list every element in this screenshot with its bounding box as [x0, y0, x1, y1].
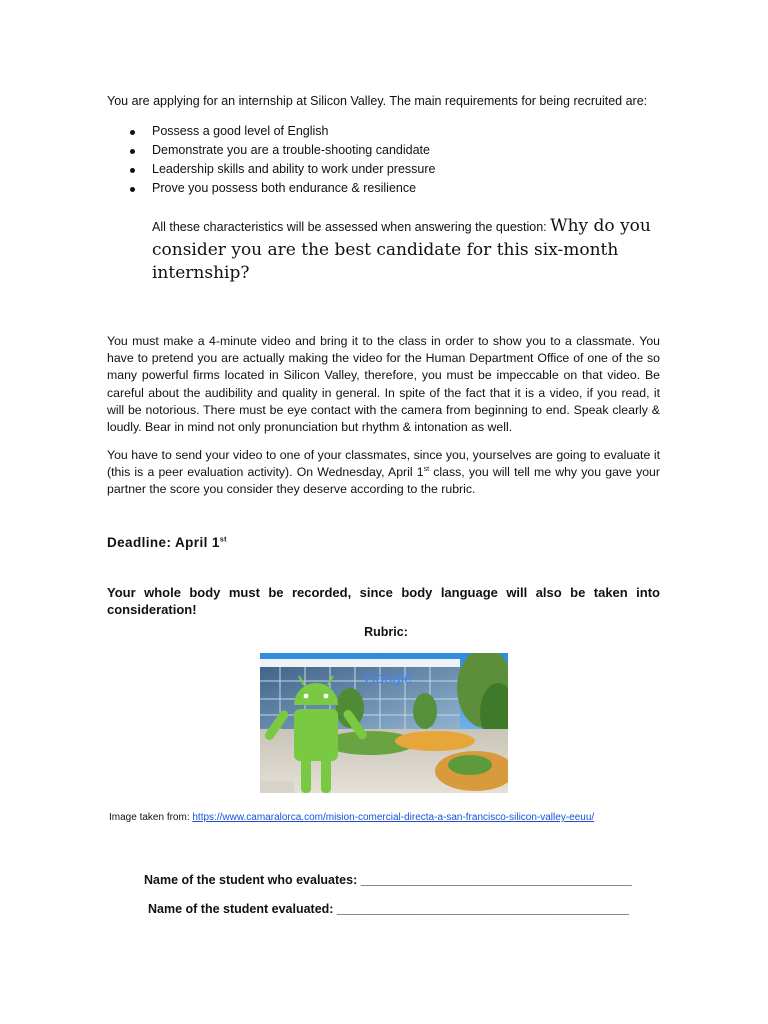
bullet-icon — [130, 130, 135, 135]
google-sign: Google — [364, 670, 413, 687]
body-language-note: Your whole body must be recorded, since body language will also be taken into consideration! — [107, 585, 660, 617]
bullet-icon — [130, 149, 135, 154]
bullet-icon — [130, 187, 135, 192]
instructions-paragraph: You must make a 4-minute video and bring it to the class in order to show you to a classmate. You have to pretend you are actually making the video for the Human Department Office of one of the so many powerful firms located in Silicon Valley, therefore, you must be impeccable on that video. Be careful about the audibility and quality in general. In spite of the fact that it is a video, if you read, it will be notorious. There must be eye contact with the camera from beginning to end. Speak clearly & loudly. Bear in mind not only pronunciation but rhythm & intonation as well. — [107, 334, 660, 435]
evaluated-name-field[interactable]: Name of the student evaluated: __________________________________________ — [148, 902, 629, 916]
source-link[interactable]: https://www.camaralorca.com/mision-comercial-directa-a-san-francisco-silicon-valley-eeuu/ — [192, 812, 595, 823]
silicon-valley-photo — [260, 653, 508, 793]
list-item: Possess a good level of English — [107, 122, 667, 141]
requirements-list — [107, 122, 667, 198]
evaluator-name-field[interactable]: Name of the student who evaluates: _______________________________________ — [144, 873, 632, 887]
image-credit: Image taken from: https://www.camaralorca.com/mision-comercial-directa-a-san-francisco-silicon-valley-eeuu/ — [109, 812, 595, 823]
list-item: Leadership skills and ability to work under pressure — [107, 160, 667, 179]
rubric-label: Rubric: — [364, 625, 408, 639]
question-block — [152, 215, 672, 285]
list-item: Demonstrate you are a trouble-shooting candidate — [107, 141, 667, 160]
photo-illustration — [260, 653, 508, 793]
bullet-icon — [130, 168, 135, 173]
intro-text: You are applying for an internship at Silicon Valley. The main requirements for being recruited are: — [107, 94, 648, 108]
peer-evaluation-paragraph: You have to send your video to one of your classmates, since you, yourselves are going to evaluate it (this is a peer evaluation activity). On Wednesday, April 1st class, you will tell me why you gave your partner the score you consider they deserve according to the rubric. — [107, 448, 660, 497]
question-lead: All these characteristics will be assessed when answering the question: — [152, 220, 551, 234]
list-item: Prove you possess both endurance & resilience — [107, 179, 667, 198]
deadline-heading: Deadline: April 1st — [107, 535, 227, 550]
question-text: Why do you consider you are the best candidate for this six-month internship? — [152, 216, 651, 283]
